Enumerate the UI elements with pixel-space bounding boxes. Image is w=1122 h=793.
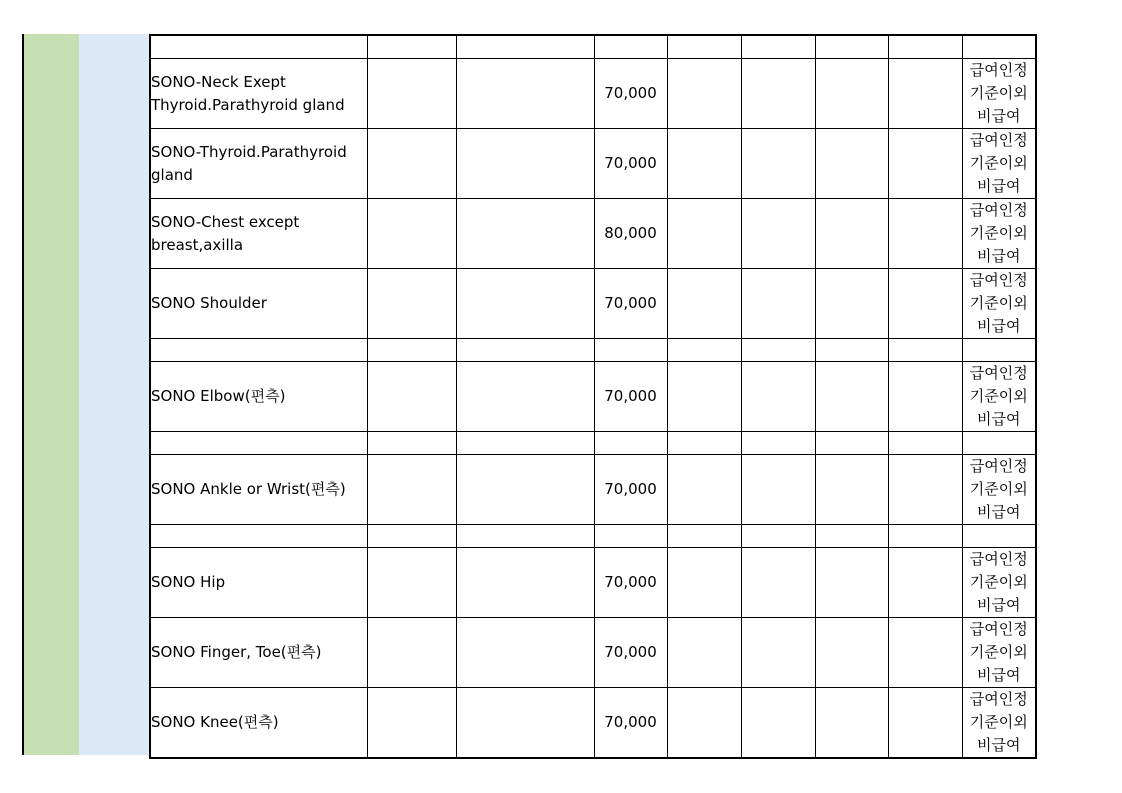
- table-cell: [456, 129, 594, 199]
- table-cell: [367, 362, 456, 432]
- coverage-note-line: 기준이외: [969, 573, 1028, 591]
- table-cell: [367, 618, 456, 688]
- coverage-note-line: 기준이외: [969, 294, 1028, 312]
- table-row: [150, 618, 1036, 688]
- table-cell: [741, 618, 815, 688]
- coverage-note-line: 기준이외: [969, 387, 1028, 405]
- table-cell: [367, 688, 456, 759]
- table-cell: [456, 455, 594, 525]
- table-cell: [888, 35, 962, 59]
- coverage-note-line: 기준이외: [969, 84, 1028, 102]
- coverage-note-line: 비급여: [977, 736, 1021, 754]
- coverage-note-line: 급여인정: [969, 690, 1028, 708]
- spacer-row: [150, 35, 1036, 59]
- table-cell: [456, 269, 594, 339]
- coverage-note-line: 비급여: [977, 666, 1021, 684]
- table-cell: [667, 339, 741, 362]
- table-cell: [456, 199, 594, 269]
- coverage-note-line: 기준이외: [969, 154, 1028, 172]
- table-cell: [456, 59, 594, 129]
- table-cell: [815, 432, 888, 455]
- spacer-row: [150, 525, 1036, 548]
- table-cell: [456, 548, 594, 618]
- table-row: [150, 688, 1036, 759]
- table-cell: [367, 339, 456, 362]
- table-cell: [456, 35, 594, 59]
- item-name: SONO Ankle or Wrist(편측): [150, 455, 367, 525]
- table-cell: [815, 455, 888, 525]
- table-cell: [150, 35, 367, 59]
- table-row: [150, 199, 1036, 269]
- table-cell: [594, 339, 667, 362]
- coverage-note-line: 급여인정: [969, 457, 1028, 475]
- table-cell: [367, 548, 456, 618]
- table-cell: [667, 525, 741, 548]
- coverage-note-line: 기준이외: [969, 480, 1028, 498]
- table-cell: [367, 129, 456, 199]
- coverage-note-line: 비급여: [977, 503, 1021, 521]
- table-cell: [667, 618, 741, 688]
- item-name: SONO-Chest except breast,axilla: [150, 199, 367, 269]
- item-name: SONO Finger, Toe(편측): [150, 618, 367, 688]
- coverage-note: [962, 269, 1036, 339]
- coverage-note-line: 급여인정: [969, 620, 1028, 638]
- coverage-note: [962, 59, 1036, 129]
- table-row: [150, 455, 1036, 525]
- table-cell: [888, 59, 962, 129]
- table-row: [150, 269, 1036, 339]
- table-cell: [667, 199, 741, 269]
- coverage-note-line: 비급여: [977, 596, 1021, 614]
- table-cell: [888, 199, 962, 269]
- coverage-note-line: 급여인정: [969, 550, 1028, 568]
- table-cell: [367, 525, 456, 548]
- table-row: [150, 129, 1036, 199]
- coverage-note: [962, 455, 1036, 525]
- item-price: 80,000: [594, 199, 667, 269]
- table-cell: [888, 362, 962, 432]
- item-price: 70,000: [594, 362, 667, 432]
- table-cell: [367, 269, 456, 339]
- table-cell: [815, 269, 888, 339]
- item-name: SONO Knee(편측): [150, 688, 367, 759]
- table-cell: [456, 362, 594, 432]
- table-cell: [741, 269, 815, 339]
- table-cell: [888, 548, 962, 618]
- item-price: 70,000: [594, 455, 667, 525]
- table-cell: [667, 269, 741, 339]
- table-row: [150, 59, 1036, 129]
- coverage-note: [962, 688, 1036, 759]
- coverage-note-line: 기준이외: [969, 713, 1028, 731]
- table-row: [150, 362, 1036, 432]
- subcategory-column: [79, 34, 149, 755]
- table-cell: [815, 35, 888, 59]
- table-cell: [962, 525, 1036, 548]
- table-cell: [456, 525, 594, 548]
- table-cell: [150, 432, 367, 455]
- coverage-note-line: 비급여: [977, 177, 1021, 195]
- item-price: 70,000: [594, 129, 667, 199]
- table-cell: [594, 432, 667, 455]
- coverage-note-line: 급여인정: [969, 364, 1028, 382]
- coverage-note-line: 급여인정: [969, 131, 1028, 149]
- table-cell: [667, 35, 741, 59]
- table-cell: [667, 688, 741, 759]
- coverage-note-line: 비급여: [977, 317, 1021, 335]
- table-cell: [150, 525, 367, 548]
- item-name: SONO Hip: [150, 548, 367, 618]
- table-cell: [888, 432, 962, 455]
- coverage-note: [962, 618, 1036, 688]
- table-cell: [594, 35, 667, 59]
- table-cell: [367, 199, 456, 269]
- coverage-note: [962, 129, 1036, 199]
- table-cell: [815, 688, 888, 759]
- table-cell: [815, 199, 888, 269]
- spacer-row: [150, 339, 1036, 362]
- table-cell: [367, 455, 456, 525]
- table-cell: [741, 59, 815, 129]
- category-column: [22, 34, 81, 755]
- table-cell: [667, 432, 741, 455]
- table-cell: [815, 618, 888, 688]
- table-cell: [741, 432, 815, 455]
- table-cell: [367, 59, 456, 129]
- coverage-note-line: 기준이외: [969, 643, 1028, 661]
- coverage-note-line: 급여인정: [969, 271, 1028, 289]
- table-cell: [888, 455, 962, 525]
- item-price: 70,000: [594, 618, 667, 688]
- table-cell: [888, 269, 962, 339]
- table-cell: [888, 618, 962, 688]
- table-cell: [741, 129, 815, 199]
- table-cell: [741, 455, 815, 525]
- table-cell: [962, 339, 1036, 362]
- table-cell: [741, 688, 815, 759]
- table-cell: [456, 688, 594, 759]
- table-cell: [741, 35, 815, 59]
- table-cell: [456, 339, 594, 362]
- table-cell: [741, 525, 815, 548]
- coverage-note: [962, 548, 1036, 618]
- item-price: 70,000: [594, 548, 667, 618]
- table-cell: [962, 35, 1036, 59]
- table-cell: [367, 432, 456, 455]
- table-cell: [815, 339, 888, 362]
- table-cell: [815, 525, 888, 548]
- table-cell: [594, 525, 667, 548]
- table-cell: [150, 339, 367, 362]
- table-cell: [815, 362, 888, 432]
- table-cell: [815, 548, 888, 618]
- item-name: SONO Shoulder: [150, 269, 367, 339]
- spacer-row: [150, 432, 1036, 455]
- item-name: SONO-Neck Exept Thyroid.Parathyroid gland: [150, 59, 367, 129]
- table-cell: [888, 339, 962, 362]
- fee-table: [149, 34, 1037, 759]
- table-cell: [741, 362, 815, 432]
- table-cell: [367, 35, 456, 59]
- coverage-note-line: 비급여: [977, 107, 1021, 125]
- coverage-note-line: 비급여: [977, 247, 1021, 265]
- table-cell: [888, 525, 962, 548]
- item-price: 70,000: [594, 269, 667, 339]
- table-cell: [815, 59, 888, 129]
- table-cell: [888, 129, 962, 199]
- coverage-note-line: 비급여: [977, 410, 1021, 428]
- table-cell: [815, 129, 888, 199]
- coverage-note-line: 급여인정: [969, 61, 1028, 79]
- table-cell: [962, 432, 1036, 455]
- table-cell: [456, 618, 594, 688]
- table-cell: [667, 59, 741, 129]
- item-name: SONO Elbow(편측): [150, 362, 367, 432]
- coverage-note-line: 기준이외: [969, 224, 1028, 242]
- table-cell: [741, 339, 815, 362]
- table-cell: [741, 199, 815, 269]
- coverage-note-line: 급여인정: [969, 201, 1028, 219]
- table-cell: [667, 455, 741, 525]
- item-price: 70,000: [594, 59, 667, 129]
- item-price: 70,000: [594, 688, 667, 759]
- table-cell: [667, 548, 741, 618]
- table-cell: [888, 688, 962, 759]
- table-cell: [741, 548, 815, 618]
- coverage-note: [962, 362, 1036, 432]
- item-name: SONO-Thyroid.Parathyroid gland: [150, 129, 367, 199]
- table-cell: [667, 362, 741, 432]
- table-cell: [667, 129, 741, 199]
- table-row: [150, 548, 1036, 618]
- table-cell: [456, 432, 594, 455]
- coverage-note: [962, 199, 1036, 269]
